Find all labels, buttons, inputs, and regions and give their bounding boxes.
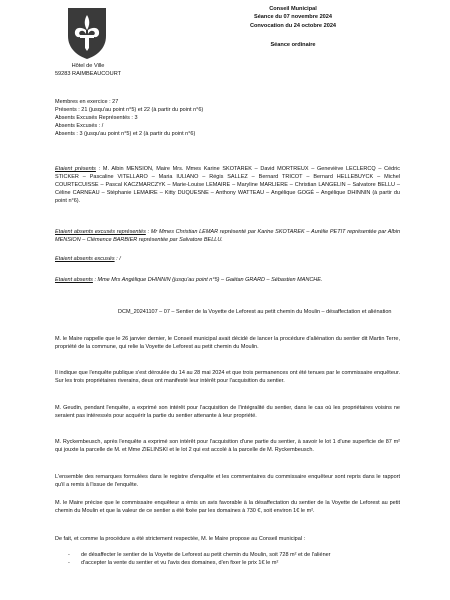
meeting-header (234, 5, 352, 30)
represented-text: : Mr Mmes Christian LEMAR représenté par Karine SKOTAREK – Aurélie PETIT représentée par Albin MENSION – Clémence BARBIER représentée par Salvatore BELLU. (55, 229, 400, 243)
paragraph: L'ensemble des remarques formulées dans le registre d'enquête et les commentaires du commissaire enquêteur sont repris dans le rapport qu'il a remis à l'issue de l'enquête. (55, 474, 400, 488)
paragraph: M. le Maire rappelle que le 26 janvier dernier, le Conseil municipal avait décidé de lancer la procédure d'aliénation du sentier dit Martin Terre, propriété de la commune, qui relie la Voyette de Leforest au petit chemin du Moulin. (55, 336, 400, 350)
absents-paragraph (55, 277, 400, 285)
presents-label: Etaient présents (55, 166, 96, 172)
session-date: Séance du 07 novembre 2024 (253, 14, 333, 21)
excused-text: : / (114, 256, 121, 262)
paragraph: De fait, et comme la procédure a été strictement respectée, M. le Maire propose au Conseil municipal : (55, 536, 306, 542)
absents-label: Etaient absents (55, 277, 93, 283)
represented-paragraph (55, 229, 400, 245)
paragraph: M. le Maire précise que le commissaire enquêteur a émis un avis favorable à la désaffectation du sentier de la Voyette de Leforest au petit chemin du Moulin et que la valeur de ce sentier a été fixée par les domaines à 730 €, soit environ 1€ le m². (55, 500, 400, 514)
council-title: Conseil Municipal (269, 6, 317, 12)
paragraph: M. Ryckembeusch, après l'enquête a exprimé son intérêt pour l'acquisition d'une partie du sentier, à savoir le lot 1 d'une superficie de 87 m² qui jouxte la parcelle de M. et Mme ZIELINSKI et le lot 2 qui est accolé à la parcelle de M. Ryckembeusch. (55, 439, 400, 453)
count-line: Membres en exercice : 27 (55, 99, 119, 105)
excused-paragraph (55, 256, 400, 264)
count-line: Présents : 21 (jusqu'au point n°5) et 22 (à partir du point n°6) (55, 106, 204, 113)
presents-text: : M. Albin MENSION, Maire Mrs. Mmes Karine SKOTAREK – David MORTREUX – Geneviève LECLERCQ – Cédric STICKER – Pascaline VITELLARO – Maria IULIANO – Régis SALLEZ – Bernard TRICOT – Bernard HELLEBUYCK – Michel COURTECUISSE – Pascal KACZMARCZYK – Marie-Louise LEMAIRE – Maryline MARLIERE – Christian LANGELIN – Salvatore BELLU – Céline CARNEAU – Stéphanie LEMAIRE – Kitty DUQUESNE – Anthony WATTEAU – Angélique GOGÉ – Angélique DHINNIN (à partir du point n°6). (55, 166, 401, 204)
paragraph: Il indique que l'enquête publique s'est déroulée du 14 au 28 mai 2024 et que trois permanences ont été tenues par le commissaire enquêteur. Sur les trois propriétaires riverains, deux ont manifesté leur intérêt pour l'acquisition du sentier. (55, 370, 400, 384)
attendance-counts (55, 99, 400, 139)
paragraph: M. Geudin, pendant l'enquête, a exprimé son intérêt pour l'acquisition de l'intégralité du sentier, dans le cas où les propriétaires voisins ne seraient pas intéressés pour acquérir la partie du sentier attenante à leur propriété. (55, 405, 400, 419)
list-item: - de désaffecter le sentier de la Voyette de Leforest au petit chemin du Moulin, soit 728 m² et de l'aliéner (81, 552, 400, 560)
count-line: Absents Excusés Représentés : 3 (55, 114, 138, 121)
proposals-list (68, 552, 400, 568)
town-hall-address (42, 62, 134, 78)
town-hall-name: Hôtel de Ville (71, 63, 105, 69)
absents-text: : Mme Mrs Angélique DHINNIN (jusqu'au point n°5) – Gaëtan GRARD – Sébastien MANCHE. (92, 277, 323, 283)
town-postcode: 59283 RAIMBEAUCOURT (54, 71, 122, 77)
count-line: Absents Excusés : / (55, 122, 104, 129)
count-line: Absents : 3 (jusqu'au point n°5) et 2 (à partir du point n°6) (55, 130, 196, 137)
fleur-de-lis-crest-icon (66, 6, 108, 60)
session-type: Séance ordinaire (270, 42, 316, 48)
list-item: - d'accepter la vente du sentier et vu l'avis des domaines, d'en fixer le prix 1€ le m² (81, 560, 400, 568)
convocation-date: Convocation du 24 octobre 2024 (249, 22, 337, 29)
represented-label: Etaient absents excusés représentés (55, 229, 146, 235)
deliberation-title: DCM_20241107 – 07 – Sentier de la Voyette de Leforest au petit chemin du Moulin – désaffectation et aliénation (118, 309, 392, 315)
excused-label: Etaient absents excusés (55, 256, 115, 262)
presents-paragraph (55, 166, 400, 206)
